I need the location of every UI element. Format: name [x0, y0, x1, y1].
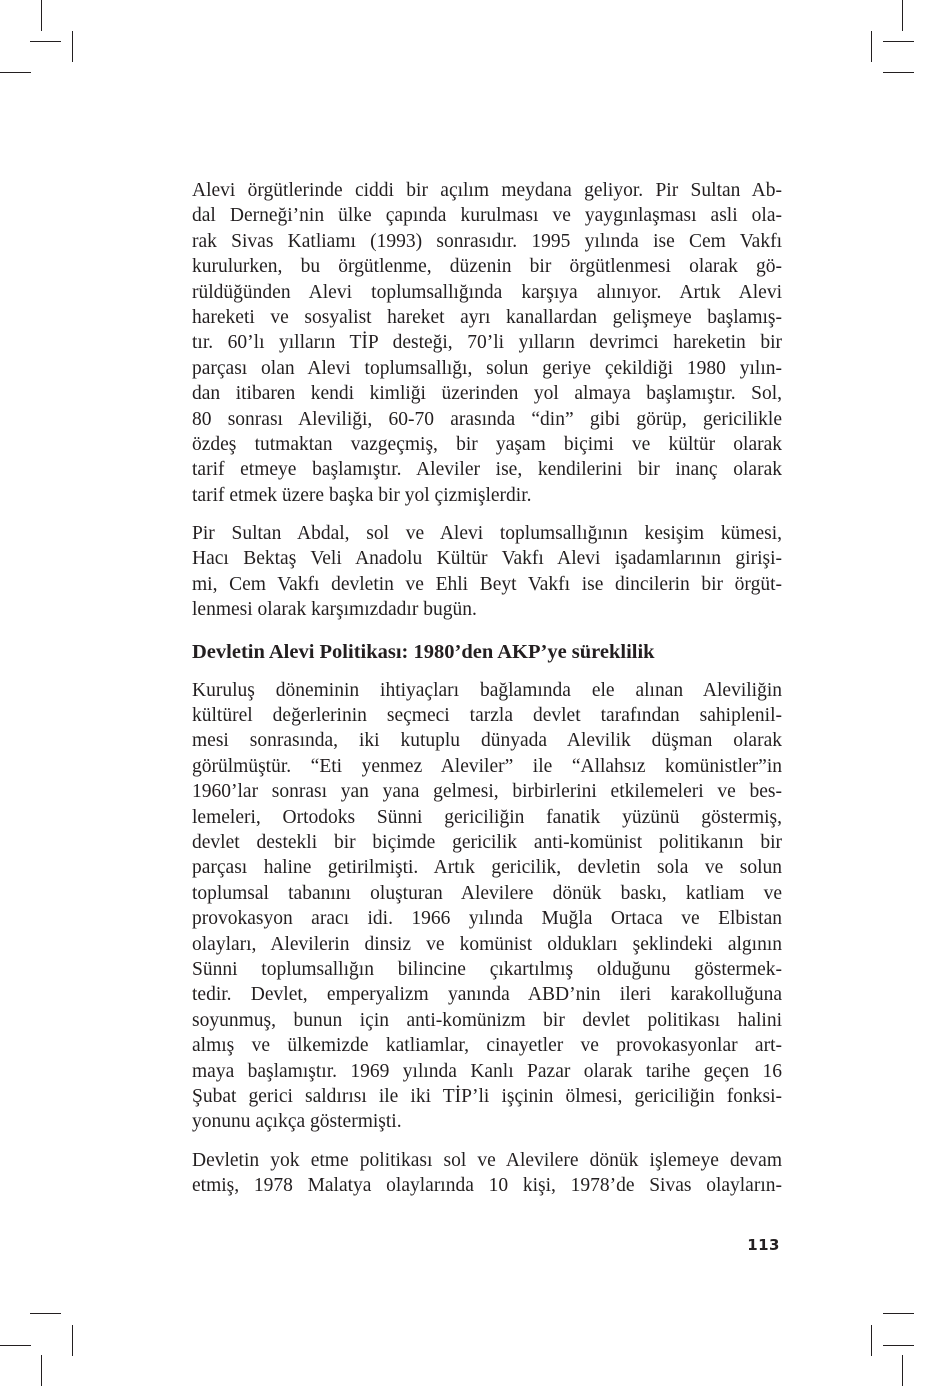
text-line: mi, Cem Vakfı devletin ve Ehli Beyt Vakfı ise dincilerin bir örgüt- — [192, 573, 782, 595]
text-line: tır. 60’lı yılların TİP desteği, 70’li yılların devrimci hareketin bir — [192, 332, 782, 354]
text-line: 80 sonrası Aleviliği, 60-70 arasında “din” gibi görüp, gericilikle — [192, 408, 782, 430]
paragraph-3 — [192, 678, 782, 1135]
page-number: 113 — [747, 1236, 780, 1254]
text-line: lemeleri, Ortodoks Sünni gericiliğin fanatik yüzünü göstermiş, — [192, 806, 782, 828]
page-body — [192, 178, 782, 1198]
crop-mark-top-left-horizontal — [30, 41, 61, 42]
crop-mark-bottom-right-lower — [883, 1345, 914, 1346]
text-line: Devletin yok etme politikası sol ve Alevilere dönük işlemeye devam — [192, 1149, 782, 1171]
text-line: kurulurken, bu örgütlenme, düzenin bir örgütlenmesi olarak gö- — [192, 256, 782, 278]
text-line: rak Sivas Katliamı (1993) sonrasıdır. 1995 yılında ise Cem Vakfı — [192, 230, 782, 252]
text-line: tarif etmek üzere başka bir yol çizmişlerdir. — [192, 484, 532, 506]
text-line: toplumsal tabanını oluşturan Alevilere dönük baskı, katliam ve — [192, 882, 782, 904]
crop-mark-top-right-vertical — [871, 31, 872, 62]
crop-mark-bottom-right-outer — [902, 1355, 903, 1386]
text-line: soyunmuş, bunun için anti-komünizm bir devlet politikası halini — [192, 1009, 782, 1031]
text-line: lenmesi olarak karşımızdadır bugün. — [192, 599, 477, 621]
crop-mark-bottom-right-vertical — [871, 1325, 872, 1356]
crop-mark-top-left-lower — [0, 72, 31, 73]
text-line: olayları, Alevilerin dinsiz ve komünist oldukları şeklindeki algının — [192, 933, 782, 955]
crop-mark-top-left-outer — [41, 0, 42, 31]
crop-mark-top-right-horizontal — [883, 41, 914, 42]
text-line: görülmüştür. “Eti yenmez Aleviler” ile “Allahsız komünistler”in — [192, 755, 782, 777]
crop-mark-bottom-right-horizontal — [883, 1313, 914, 1314]
text-line: yonunu açıkça göstermişti. — [192, 1111, 402, 1133]
text-line: 1960’lar sonrası yan yana gelmesi, birbirlerini etkilemeleri ve bes- — [192, 781, 782, 803]
text-line: rüldüğünden Alevi toplumsallığında karşıya alınıyor. Artık Alevi — [192, 281, 782, 303]
text-line: Sünni toplumsallığın bilincine çıkartılmış olduğunu göstermek- — [192, 958, 782, 980]
text-line: hareketi ve sosyalist hareket ayrı kanallardan gelişmeye başlamış- — [192, 306, 782, 328]
text-line: mesi sonrasında, iki kutuplu dünyada Alevilik düşman olarak — [192, 730, 782, 752]
text-line: özdeş tutmaktan vazgeçmiş, bir yaşam biçimi ve kültür olarak — [192, 433, 782, 455]
text-line: etmiş, 1978 Malatya olaylarında 10 kişi, 1978’de Sivas olayların- — [192, 1175, 782, 1197]
text-line: provokasyon aracı idi. 1966 yılında Muğla Ortaca ve Elbistan — [192, 908, 782, 930]
paragraph-1 — [192, 178, 782, 508]
text-line: kültürel değerlerinin seçmeci tarzla devlet tarafından sahiplenil- — [192, 705, 782, 727]
paragraph-2 — [192, 521, 782, 623]
crop-mark-bottom-left-outer — [41, 1355, 42, 1386]
text-line: dan itibaren kendi kimliği üzerinden yol almaya başlamıştır. Sol, — [192, 383, 782, 405]
text-line: Şubat gerici saldırısı ile iki TİP’li işçinin ölmesi, gericiliğin fonksi- — [192, 1085, 782, 1107]
crop-mark-bottom-left-horizontal — [30, 1313, 61, 1314]
text-line: parçası haline getirilmişti. Artık gericilik, devletin sola ve solun — [192, 857, 782, 879]
text-line: Pir Sultan Abdal, sol ve Alevi toplumsallığının kesişim kümesi, — [192, 523, 782, 545]
text-line: maya başlamıştır. 1969 yılında Kanlı Pazar olarak tarihe geçen 16 — [192, 1060, 782, 1082]
text-line: tarif etmeye başlamıştır. Aleviler ise, kendilerini bir inanç olarak — [192, 459, 782, 481]
section-heading: Devletin Alevi Politikası: 1980’den AKP’ye süreklilik — [192, 640, 655, 663]
crop-mark-top-right-lower — [883, 72, 914, 73]
text-line: dal Derneği’nin ülke çapında kurulması ve yaygınlaşması asli ola- — [192, 205, 782, 227]
text-line: tedir. Devlet, emperyalizm yanında ABD’nin ileri karakolluğuna — [192, 984, 782, 1006]
crop-mark-bottom-left-lower — [0, 1345, 31, 1346]
text-line: almış ve ülkemizde katliamlar, cinayetler ve provokasyonlar art- — [192, 1035, 782, 1057]
text-line: Alevi örgütlerinde ciddi bir açılım meydana geliyor. Pir Sultan Ab- — [192, 180, 782, 201]
crop-mark-top-left-vertical — [72, 31, 73, 62]
text-line: parçası olan Alevi toplumsallığı, solun geriye çekildiği 1980 yılın- — [192, 357, 782, 379]
crop-mark-top-right-outer — [902, 0, 903, 31]
text-line: Hacı Bektaş Veli Anadolu Kültür Vakfı Alevi işadamlarının girişi- — [192, 548, 782, 570]
paragraph-4 — [192, 1148, 782, 1199]
text-line: devlet destekli bir biçimde gericilik anti-komünist politikanın bir — [192, 831, 782, 853]
text-line: Kuruluş döneminin ihtiyaçları bağlamında ele alınan Aleviliğin — [192, 679, 782, 701]
crop-mark-bottom-left-vertical — [72, 1325, 73, 1356]
